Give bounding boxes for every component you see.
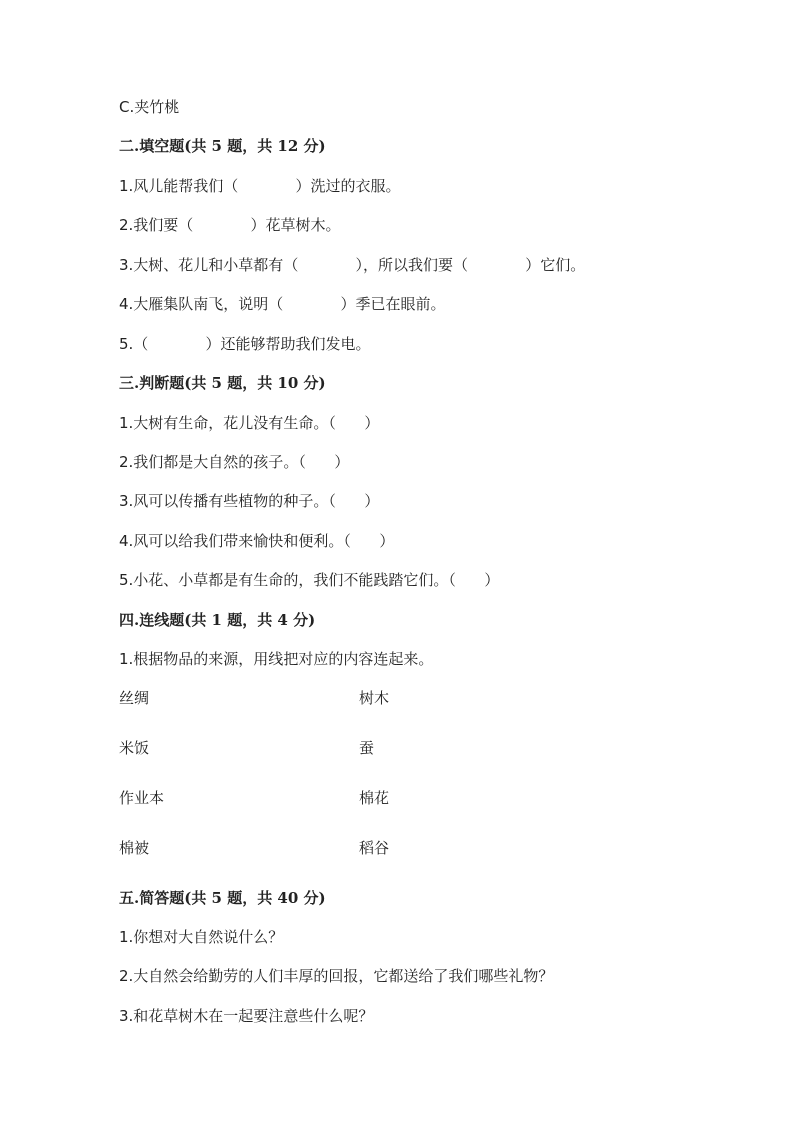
- true-false-question-5: 5.小花、小草都是有生命的，我们不能践踏它们。（ ）: [119, 571, 500, 589]
- matching-instruction: 1.根据物品的来源，用线把对应的内容连起来。: [119, 650, 434, 668]
- section-heading-short-answer: 五.简答题(共 5 题，共 40 分): [119, 889, 326, 907]
- true-false-question-1: 1.大树有生命，花儿没有生命。（ ）: [119, 414, 380, 432]
- matching-right-item-4: 稻谷: [359, 839, 390, 857]
- fill-blank-question-4: 4.大雁集队南飞，说明（ ）季已在眼前。: [119, 295, 446, 313]
- matching-left-item-4: 棉被: [119, 839, 150, 857]
- fill-blank-question-1: 1.风儿能帮我们（ ）洗过的衣服。: [119, 177, 401, 195]
- matching-right-item-3: 棉花: [359, 789, 390, 807]
- short-answer-question-2: 2.大自然会给勤劳的人们丰厚的回报，它都送给了我们哪些礼物？: [119, 967, 554, 985]
- section-heading-true-false: 三.判断题(共 5 题，共 10 分): [119, 374, 326, 392]
- short-answer-question-1: 1.你想对大自然说什么？: [119, 928, 284, 946]
- option-c: C.夹竹桃: [119, 98, 180, 116]
- true-false-question-2: 2.我们都是大自然的孩子。（ ）: [119, 453, 350, 471]
- section-heading-fill-blank: 二.填空题(共 5 题，共 12 分): [119, 137, 326, 155]
- matching-left-item-2: 米饭: [119, 739, 150, 757]
- short-answer-question-3: 3.和花草树木在一起要注意些什么呢？: [119, 1007, 374, 1025]
- fill-blank-question-5: 5.（ ）还能够帮助我们发电。: [119, 335, 371, 353]
- matching-right-item-1: 树木: [359, 689, 390, 707]
- matching-left-item-1: 丝绸: [119, 689, 150, 707]
- true-false-question-4: 4.风可以给我们带来愉快和便利。（ ）: [119, 532, 395, 550]
- true-false-question-3: 3.风可以传播有些植物的种子。（ ）: [119, 492, 380, 510]
- matching-left-item-3: 作业本: [119, 789, 165, 807]
- fill-blank-question-3: 3.大树、花儿和小草都有（ ），所以我们要（ ）它们。: [119, 256, 586, 274]
- matching-right-item-2: 蚕: [359, 739, 375, 757]
- section-heading-matching: 四.连线题(共 1 题，共 4 分): [119, 611, 316, 629]
- fill-blank-question-2: 2.我们要（ ）花草树木。: [119, 216, 341, 234]
